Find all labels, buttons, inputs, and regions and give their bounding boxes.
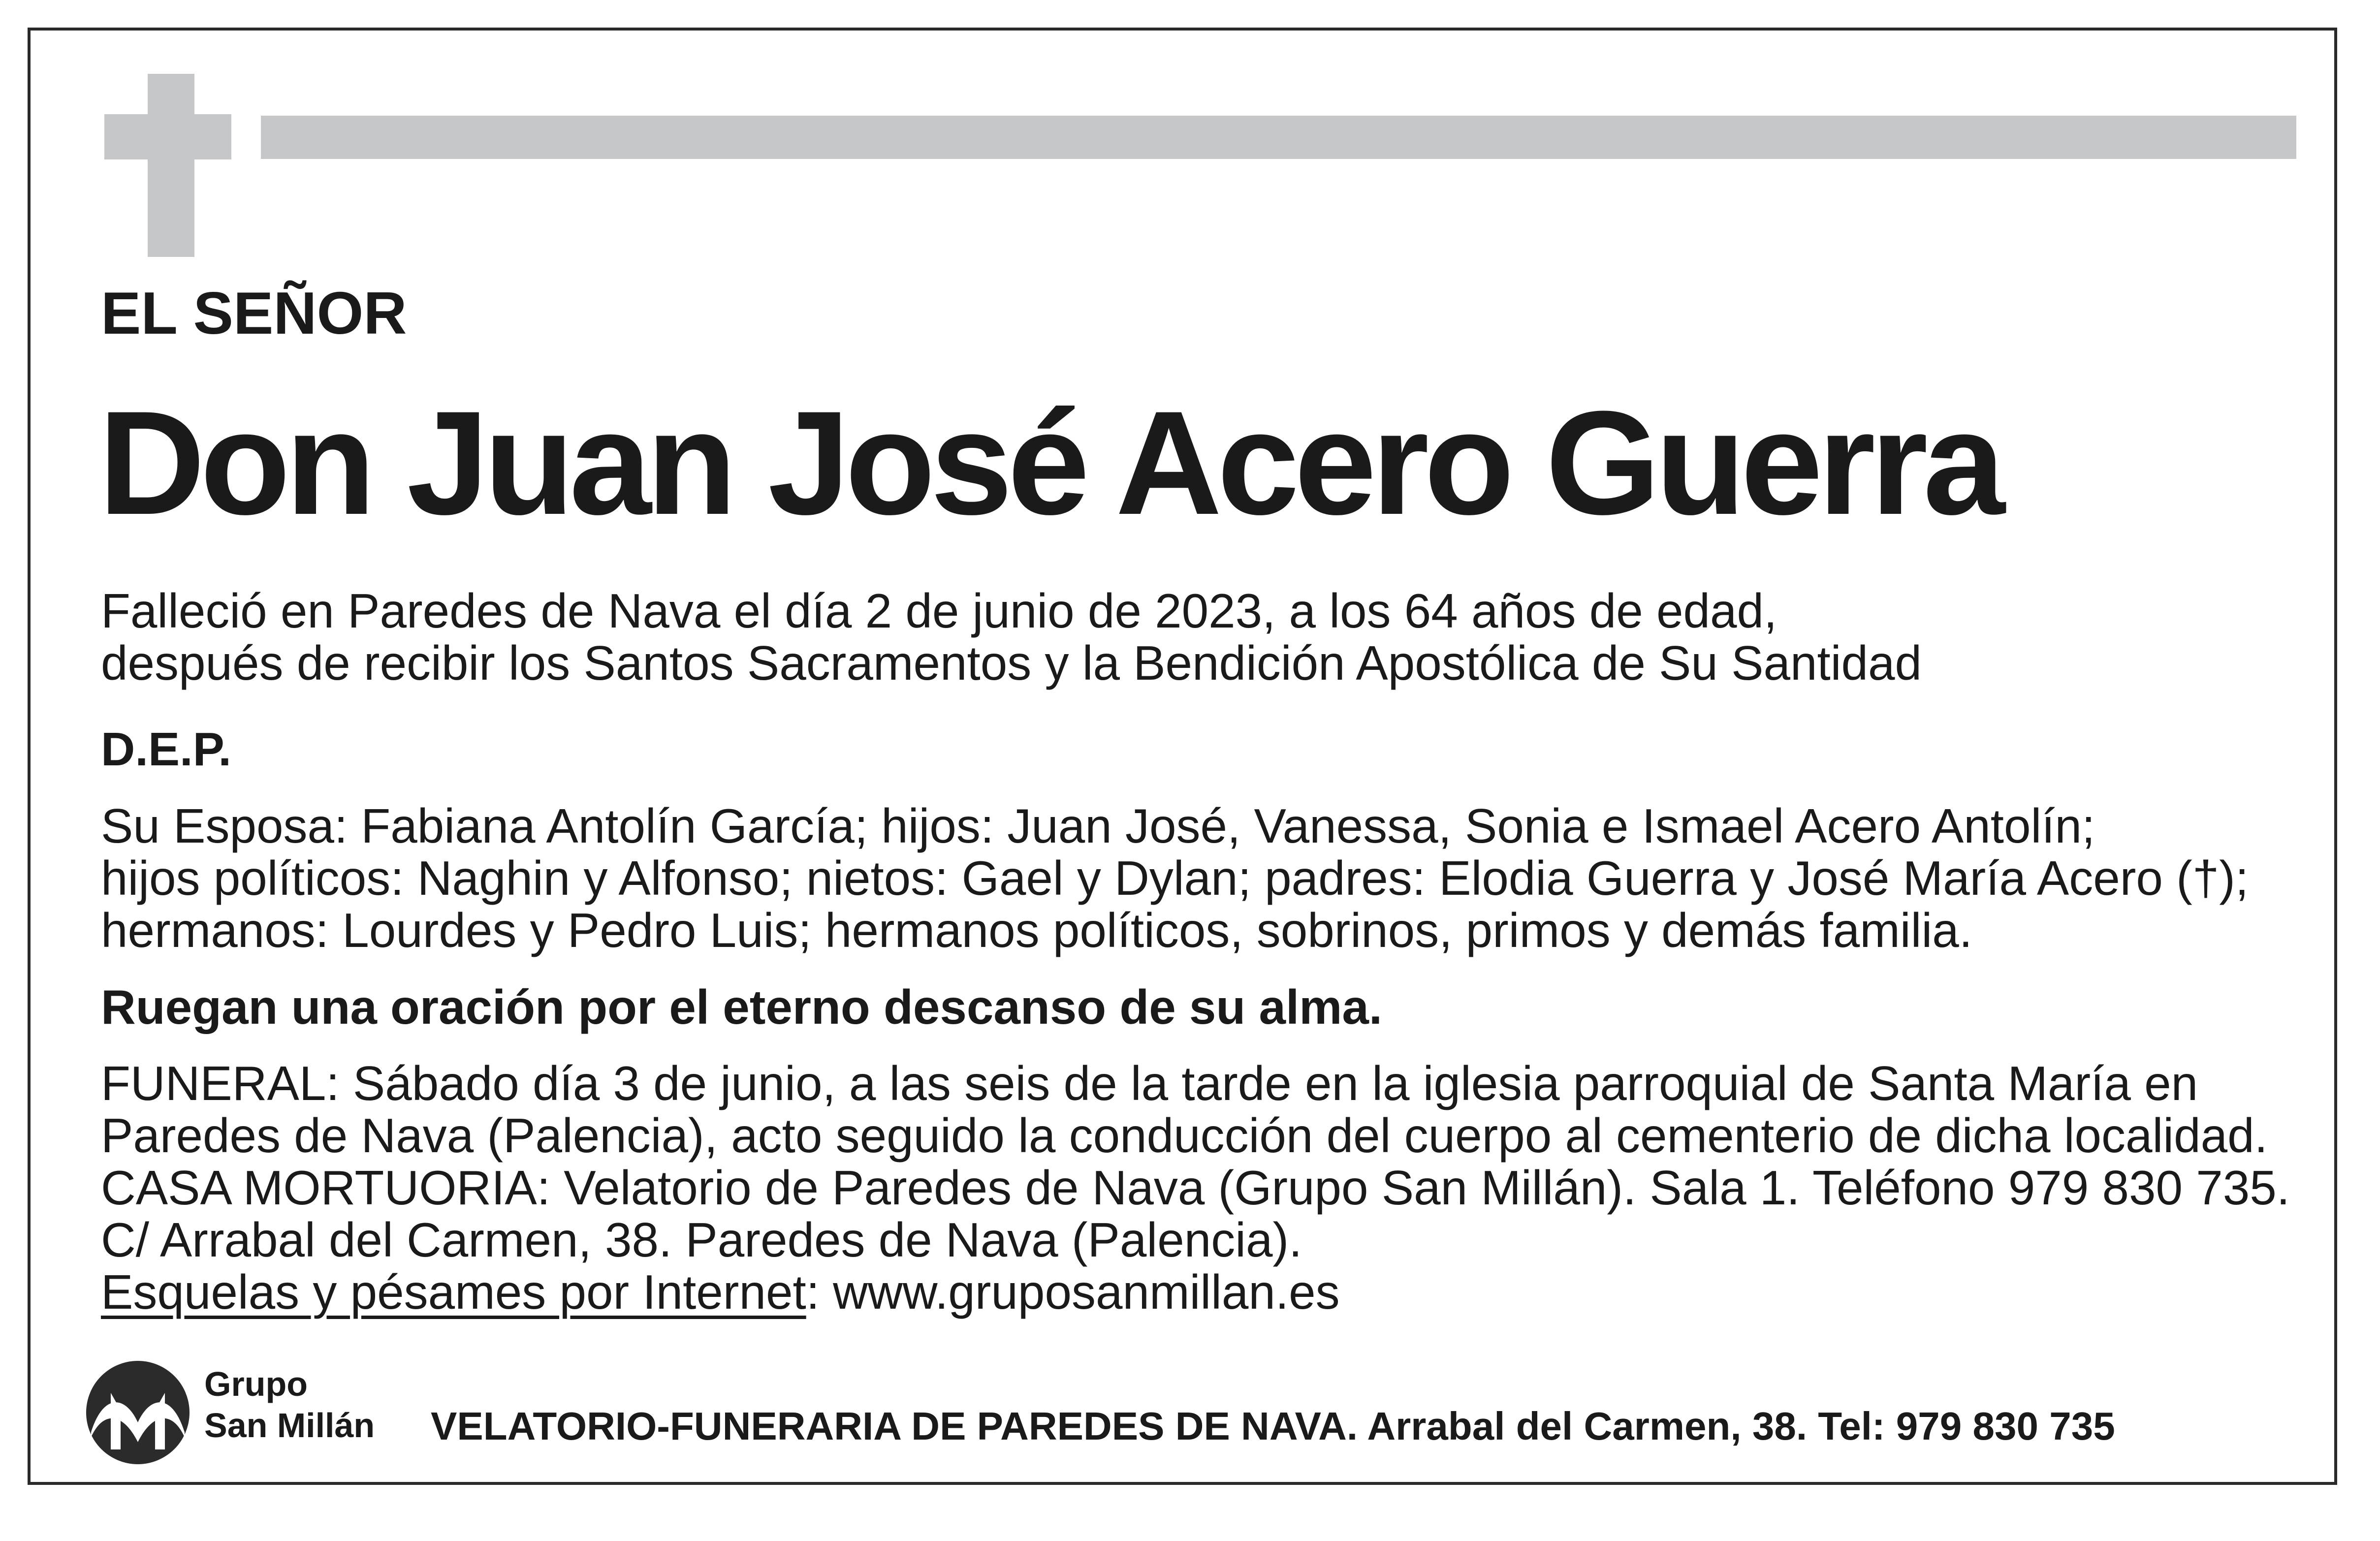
- internet-url[interactable]: www.gruposanmillan.es: [833, 1265, 1340, 1319]
- prayer-text: Ruegan una oración por el eterno descanso de su alma.: [101, 980, 1383, 1034]
- funeral-line: CASA MORTUORIA: Velatorio de Paredes de Nava (Grupo San Millán). Sala 1. Teléfono 979 830 735.: [101, 1161, 2290, 1215]
- funeral-line: Paredes de Nava (Palencia), acto seguido la conducción del cuerpo al cementerio de dicha localidad.: [101, 1108, 2268, 1163]
- logo-line: San Millán: [204, 1406, 375, 1445]
- family-line: Su Esposa: Fabiana Antolín García; hijos: Juan José, Vanessa, Sonia e Ismael Acero Antolín;: [101, 799, 2095, 853]
- grupo-san-millan-logo-icon: [84, 1358, 192, 1467]
- deceased-name: Don Juan José Acero Guerra: [98, 380, 2000, 545]
- funeral-line: FUNERAL: Sábado día 3 de junio, a las seis de la tarde en la iglesia parroquial de Santa María en: [101, 1056, 2198, 1110]
- death-notice-line: después de recibir los Santos Sacramentos y la Bendición Apostólica de Su Santidad: [101, 636, 1922, 690]
- cross-icon-horizontal: [104, 114, 231, 159]
- internet-line: [101, 1266, 2290, 1318]
- funeral-info: [101, 1057, 2290, 1318]
- dep-label: D.E.P.: [101, 723, 232, 776]
- family-line: hijos políticos: Naghin y Alfonso; nietos: Gael y Dylan; padres: Elodia Guerra y José María Acero (†);: [101, 851, 2249, 905]
- internet-separator: :: [806, 1265, 833, 1319]
- cross-icon-vertical: [148, 74, 194, 257]
- logo-text: [204, 1363, 375, 1446]
- internet-label[interactable]: Esquelas y pésames por Internet: [101, 1265, 806, 1319]
- family-line: hermanos: Lourdes y Pedro Luis; hermanos políticos, sobrinos, primos y demás familia.: [101, 903, 1972, 957]
- header-bar: [261, 116, 2296, 159]
- footer-address: VELATORIO-FUNERARIA DE PAREDES DE NAVA. Arrabal del Carmen, 38. Tel: 979 830 735: [431, 1404, 2115, 1448]
- death-notice-line: Falleció en Paredes de Nava el día 2 de junio de 2023, a los 64 años de edad,: [101, 584, 1777, 638]
- title-label: EL SEÑOR: [101, 280, 407, 346]
- funeral-line: C/ Arrabal del Carmen, 38. Paredes de Nava (Palencia).: [101, 1213, 1302, 1267]
- logo-line: Grupo: [204, 1365, 308, 1403]
- death-notice: [101, 585, 1922, 689]
- family-list: [101, 800, 2249, 956]
